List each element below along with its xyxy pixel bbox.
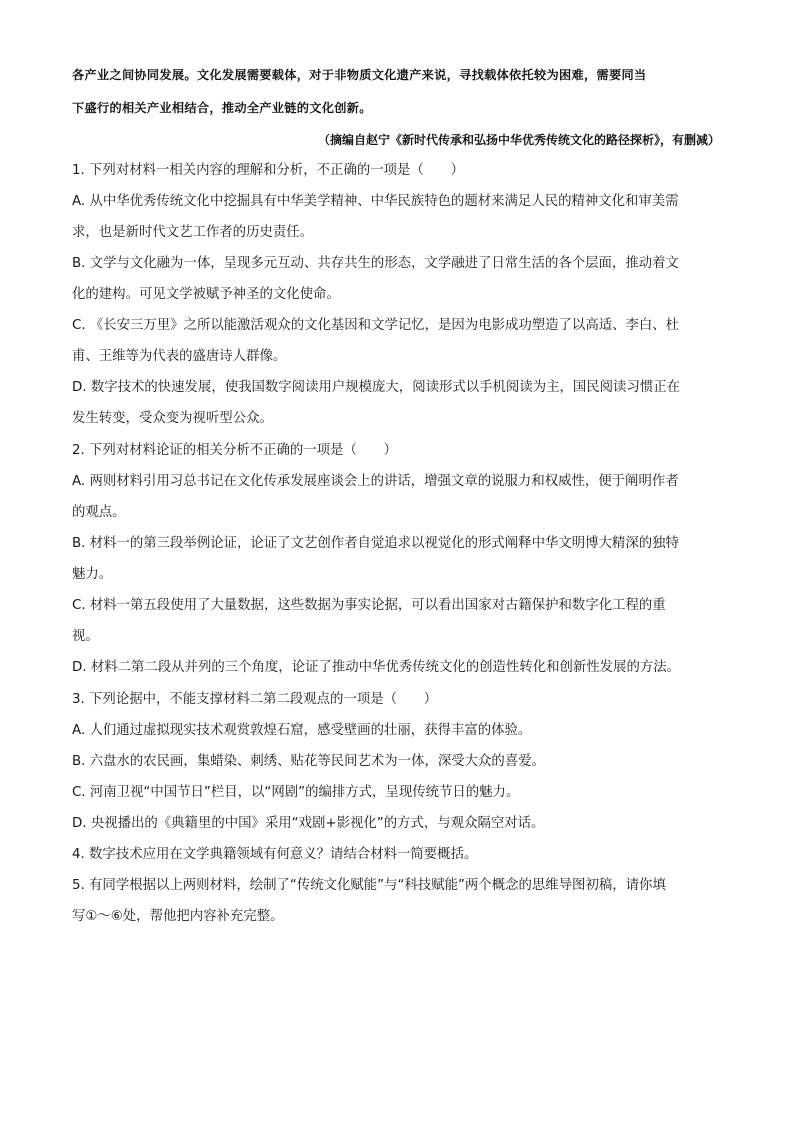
- passage-line-1: 各产业之间协同发展。文化发展需要载体，对于非物质文化遗产来说，寻找载体依托较为困难，需要同当: [72, 68, 647, 82]
- question-1-option-d-line-2: 发生转变，受众变为视听型公众。: [72, 411, 273, 426]
- question-1-option-c-line-2: 甫、王维等为代表的盛唐诗人群像。: [72, 349, 287, 364]
- question-1-option-a-line-2: 求，也是新时代文艺工作者的历史责任。: [72, 225, 314, 240]
- passage-line-2: 下盛行的相关产业相结合，推动全产业链的文化创新。: [72, 101, 372, 115]
- question-2-option-a-line-1: A. 两则材料引用习总书记在文化传承发展座谈会上的讲话，增强文章的说服力和权威性，便于阐明作者: [72, 474, 679, 489]
- question-1-option-b-line-1: B. 文学与文化融为一体，呈现多元互动、共存共生的形态，文学融进了日常生活的各个层面，推动着文: [72, 256, 679, 271]
- question-2-option-c-line-1: C. 材料一第五段使用了大量数据，这些数据为事实论据，可以看出国家对古籍保护和数字化工程的重: [72, 598, 666, 613]
- question-5: [72, 870, 722, 932]
- question-5-stem: 5. 有同学根据以上两则材料，绘制了“传统文化赋能”与“科技赋能”两个概念的思维导图初稿，请你填: [72, 878, 666, 893]
- question-1: [72, 155, 722, 434]
- question-2-option-c-line-2: 视。: [72, 629, 99, 644]
- question-2-option-d: D. 材料二第二段从并列的三个角度，论证了推动中华优秀传统文化的创造性转化和创新性发展的方法。: [72, 660, 681, 675]
- question-2-option-b-line-1: B. 材料一的第三段举例论证，论证了文艺创作者自觉追求以视觉化的形式阐释中华文明博大精深的独特: [72, 536, 679, 551]
- question-3-option-a: A. 人们通过虚拟现实技术观赏敦煌石窟，感受壁画的壮丽，获得丰富的体验。: [72, 723, 532, 738]
- question-1-option-a-line-1: A. 从中华优秀传统文化中挖掘具有中华美学精神、中华民族特色的题材来满足人民的精神文化和审美需: [72, 194, 679, 209]
- question-1-option-b-line-2: 化的建构。可见文学被赋予神圣的文化使命。: [72, 287, 340, 302]
- passage-source: （摘编自赵宁《新时代传承和弘扬中华优秀传统文化的路径探析》，有删减）: [317, 133, 720, 147]
- question-1-stem: 1. 下列对材料一相关内容的理解和分析，不正确的一项是（ ）: [72, 163, 464, 178]
- question-5-continuation: 写①～⑥处，帮他把内容补充完整。: [72, 909, 284, 924]
- question-3: [72, 684, 722, 839]
- question-1-option-d-line-1: D. 数字技术的快速发展，使我国数字阅读用户规模庞大，阅读形式以手机阅读为主，国民阅读习惯正在: [72, 380, 681, 395]
- question-2: [72, 435, 722, 683]
- question-3-option-b: B. 六盘水的农民画，集蜡染、刺绣、贴花等民间艺术为一体，深受大众的喜爱。: [72, 754, 545, 769]
- question-4-stem: 4. 数字技术应用在文学典籍领域有何意义？请结合材料一简要概括。: [72, 847, 478, 862]
- question-1-option-c-line-1: C. 《长安三万里》之所以能激活观众的文化基因和文学记忆，是因为电影成功塑造了以高适、李白、杜: [72, 318, 680, 333]
- question-4: [72, 839, 722, 870]
- question-3-stem: 3. 下列论据中，不能支撑材料二第二段观点的一项是（ ）: [72, 692, 438, 707]
- question-3-option-d: D. 央视播出的《典籍里的中国》采用“戏剧+影视化”的方式，与观众隔空对话。: [72, 816, 545, 831]
- question-2-stem: 2. 下列对材料论证的相关分析不正确的一项是（ ）: [72, 443, 398, 458]
- question-2-option-b-line-2: 魅力。: [72, 567, 113, 582]
- question-3-option-c: C. 河南卫视“中国节日”栏目，以“网剧”的编排方式，呈现传统节日的魅力。: [72, 785, 520, 800]
- question-2-option-a-line-2: 的观点。: [72, 505, 126, 520]
